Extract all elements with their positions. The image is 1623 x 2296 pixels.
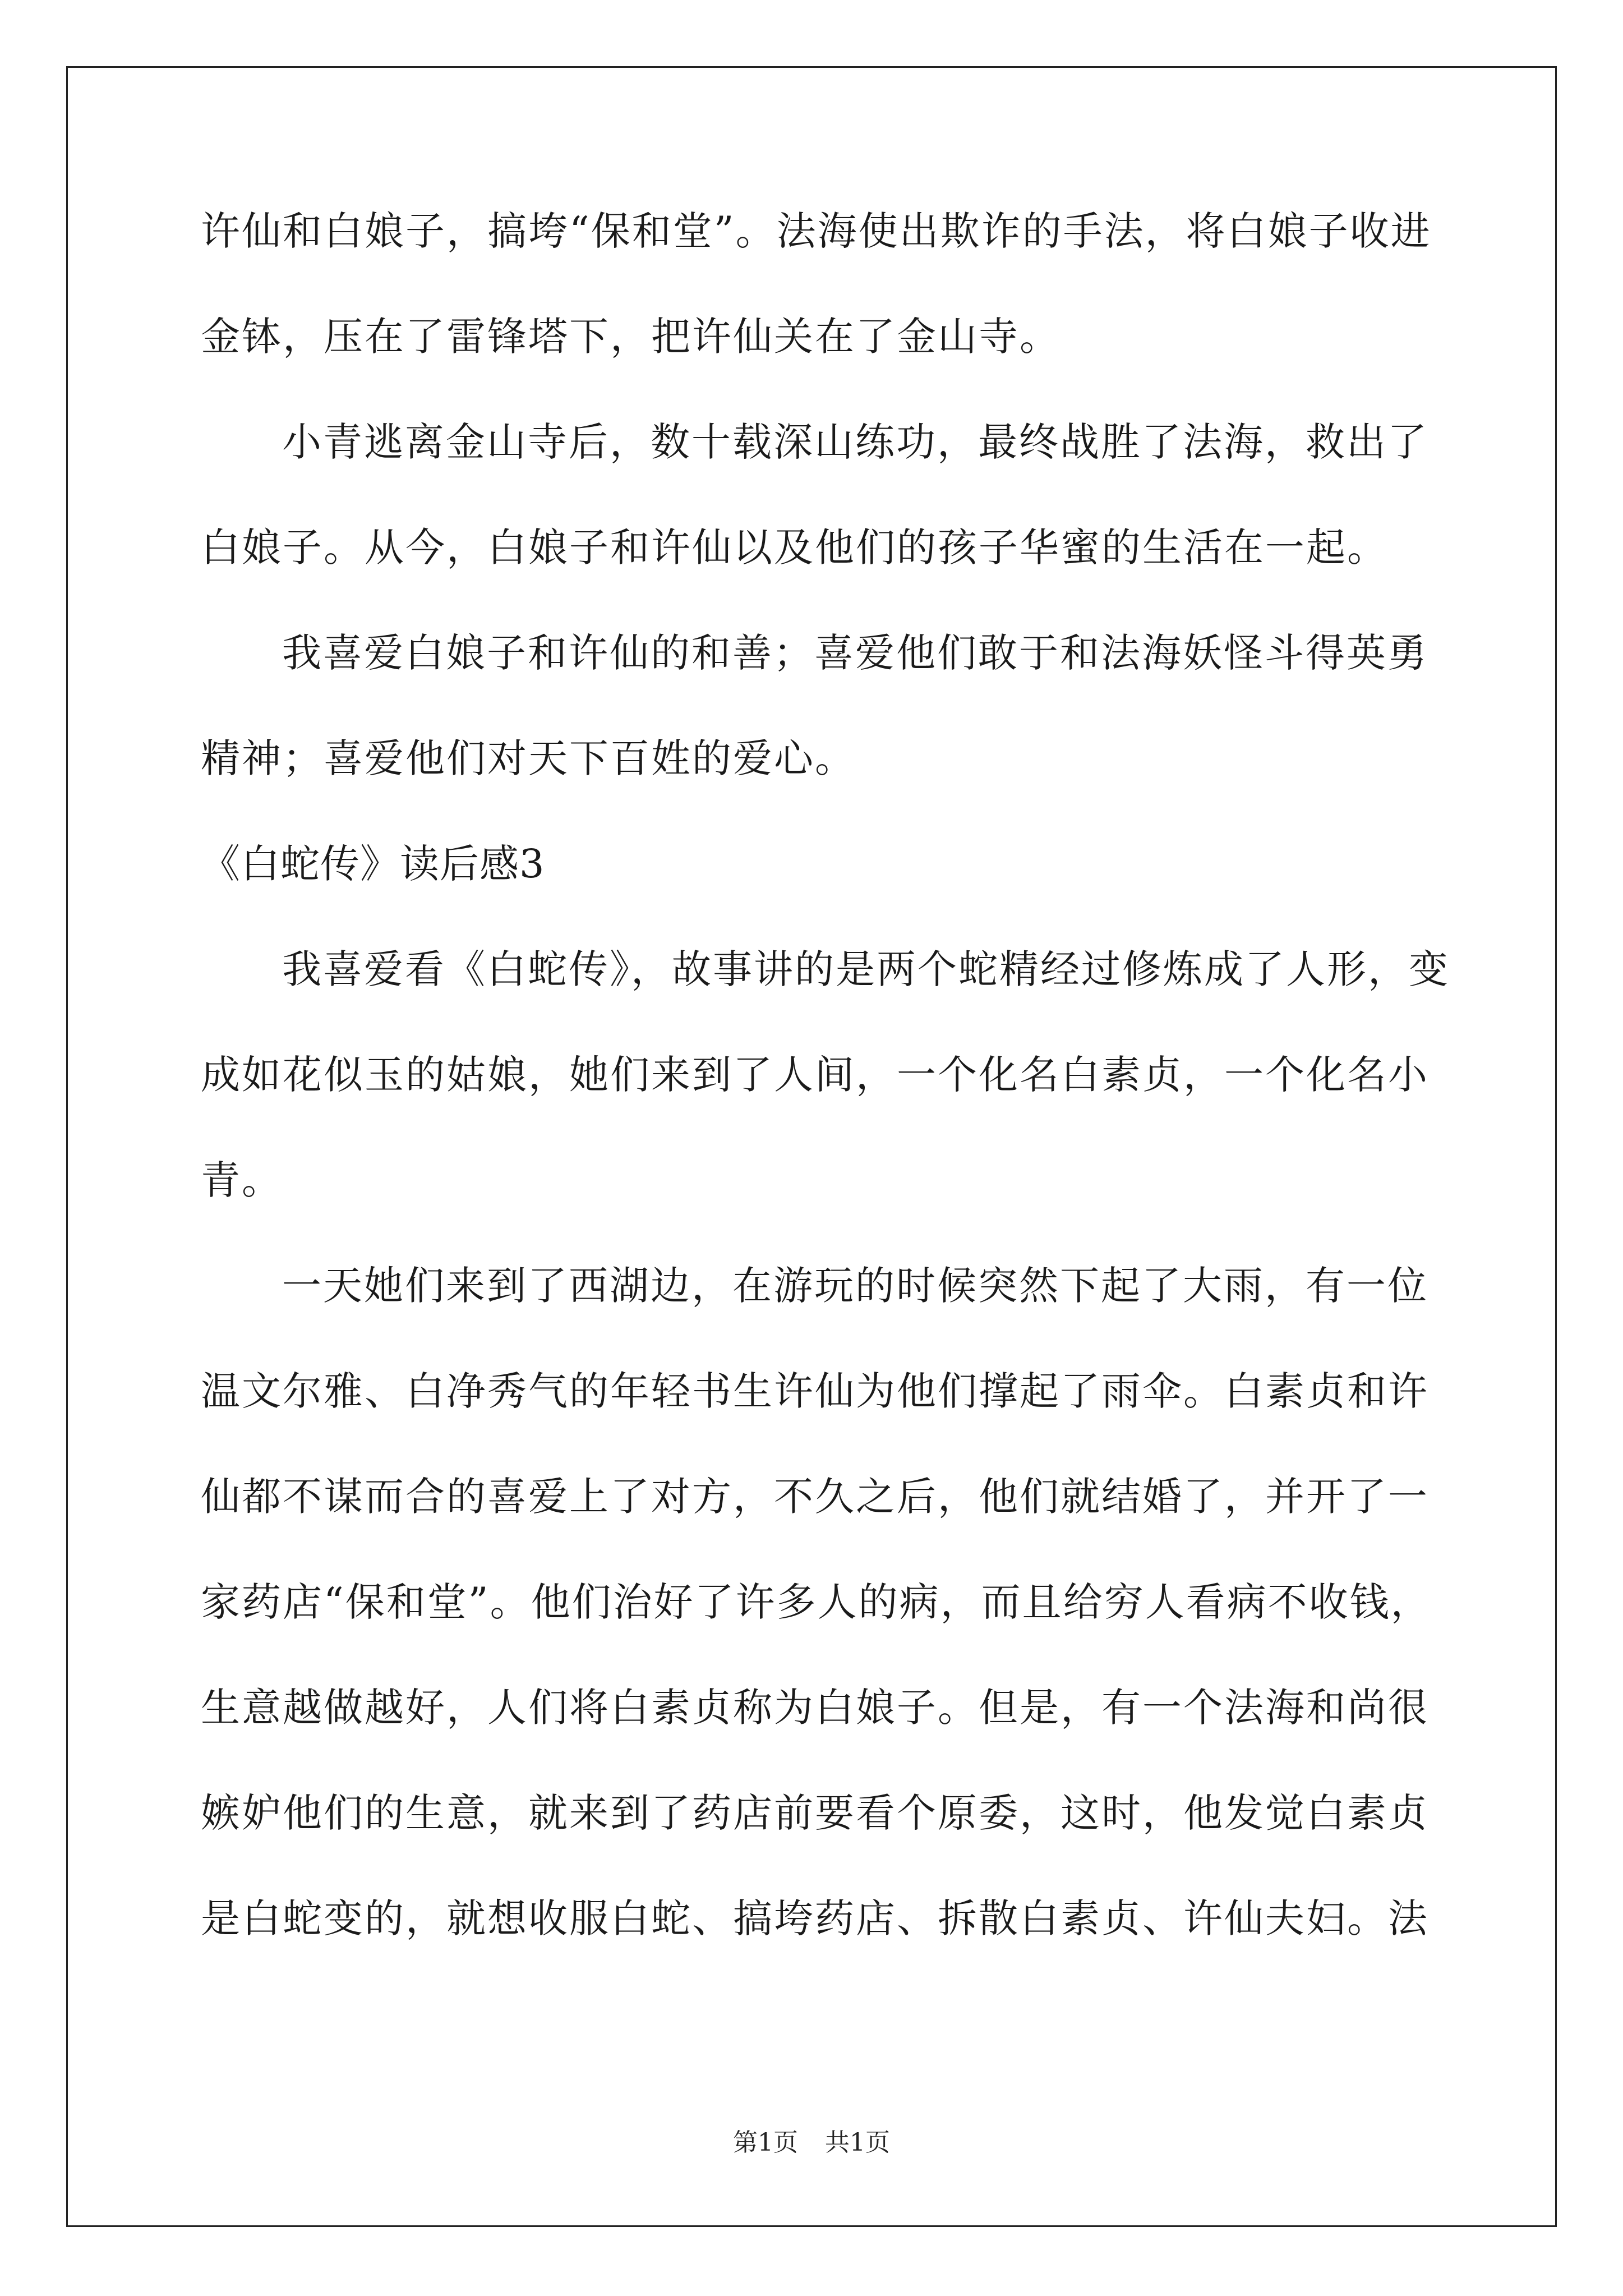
text-line: 成如花似玉的姑娘，她们来到了人间，一个化名白素贞，一个化名小: [201, 1052, 1429, 1098]
text-line: 一天她们来到了西湖边，在游玩的时候突然下起了大雨，有一位: [282, 1263, 1428, 1309]
page-number: 第1页: [733, 2128, 798, 2157]
text-line: 我喜爱白娘子和许仙的和善；喜爱他们敢于和法海妖怪斗得英勇: [282, 630, 1428, 676]
text-line: 我喜爱看《白蛇传》，故事讲的是两个蛇精经过修炼成了人形，变: [282, 946, 1450, 992]
text-line: 仙都不谋而合的喜爱上了对方，不久之后，他们就结婚了，并开了一: [201, 1474, 1429, 1520]
text-line: 青。: [201, 1157, 283, 1203]
page-footer: [0, 2126, 1623, 2160]
text-line: 家药店“保和堂”。他们治好了许多人的病，而且给穷人看病不收钱，: [201, 1579, 1432, 1625]
text-line: 嫉妒他们的生意，就来到了药店前要看个原委，这时，他发觉白素贞: [201, 1790, 1429, 1836]
text-line: 许仙和白娘子，搞垮“保和堂”。法海使出欺诈的手法，将白娘子收进: [201, 208, 1432, 254]
document-body: [201, 205, 1450, 1998]
section-heading: 《白蛇传》读后感3: [201, 841, 545, 887]
text-line: 小青逃离金山寺后，数十载深山练功，最终战胜了法海，救出了: [282, 419, 1428, 465]
text-line: 是白蛇变的，就想收服白蛇、搞垮药店、拆散白素贞、许仙夫妇。法: [201, 1895, 1429, 1941]
text-line: 生意越做越好，人们将白素贞称为白娘子。但是，有一个法海和尚很: [201, 1685, 1429, 1731]
text-line: 金钵，压在了雷锋塔下，把许仙关在了金山寺。: [201, 314, 1061, 360]
text-line: 白娘子。从今，白娘子和许仙以及他们的孩子华蜜的生活在一起。: [201, 524, 1388, 570]
text-line: 温文尔雅、白净秀气的年轻书生许仙为他们撑起了雨伞。白素贞和许: [201, 1368, 1429, 1414]
text-line: 精神；喜爱他们对天下百姓的爱心。: [201, 735, 856, 781]
page-total: 共1页: [825, 2128, 890, 2157]
